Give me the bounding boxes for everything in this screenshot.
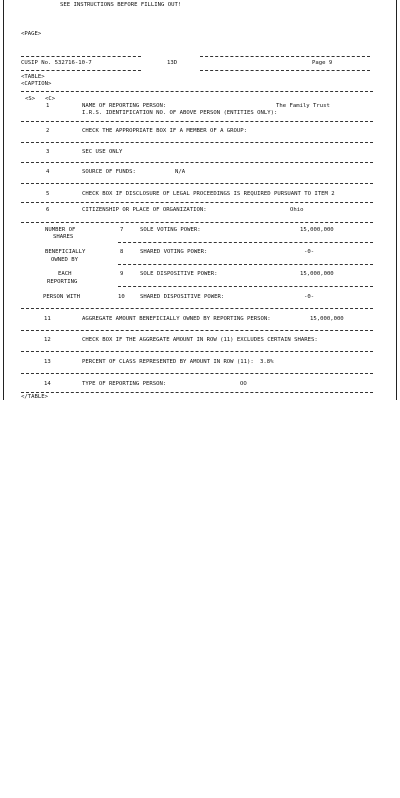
- row-number: 14: [44, 381, 51, 387]
- rule: [200, 56, 370, 57]
- type-of-reporting-person-value: OO: [240, 381, 247, 387]
- row-label: SHARED VOTING POWER:: [140, 249, 208, 255]
- rule: [118, 286, 373, 287]
- row-label: CITIZENSHIP OR PLACE OF ORGANIZATION:: [82, 207, 207, 213]
- page-tag: <PAGE>: [21, 31, 42, 37]
- rule: [21, 330, 373, 331]
- source-of-funds-value: N/A: [175, 169, 186, 175]
- row-number: 3: [46, 149, 50, 155]
- rule: [200, 70, 370, 71]
- rule: [21, 142, 373, 143]
- rule: [21, 202, 373, 203]
- rule: [21, 392, 373, 393]
- row-number: 2: [46, 128, 50, 134]
- shares-left-label: REPORTING: [47, 279, 78, 285]
- form-number: 13D: [167, 60, 178, 66]
- row-label: SOLE DISPOSITIVE POWER:: [140, 271, 218, 277]
- rule: [21, 222, 373, 223]
- row-number: 4: [46, 169, 50, 175]
- rule: [21, 70, 141, 71]
- rule: [21, 308, 373, 309]
- rule: [21, 91, 373, 92]
- right-border: [396, 0, 397, 400]
- instructions-text: SEE INSTRUCTIONS BEFORE FILLING OUT!: [60, 2, 182, 8]
- rule: [21, 183, 373, 184]
- percent-of-class-value: 3.8%: [260, 359, 274, 365]
- row-label: TYPE OF REPORTING PERSON:: [82, 381, 167, 387]
- page-number: Page 9: [312, 60, 333, 66]
- row-number: 9: [120, 271, 124, 277]
- row-label: SOLE VOTING POWER:: [140, 227, 201, 233]
- c-tag: <C>: [45, 96, 56, 102]
- row-label: NAME OF REPORTING PERSON:: [82, 103, 167, 109]
- shares-left-label: PERSON WITH: [43, 294, 81, 300]
- table-end-tag: </TABLE>: [21, 394, 48, 400]
- shares-left-label: OWNED BY: [51, 257, 78, 263]
- row-label: SOURCE OF FUNDS:: [82, 169, 136, 175]
- row-label: SEC USE ONLY: [82, 149, 123, 155]
- row-number: 10: [118, 294, 125, 300]
- row-label: CHECK THE APPROPRIATE BOX IF A MEMBER OF A GROUP:: [82, 128, 248, 134]
- rule: [21, 373, 373, 374]
- sole-dispositive-power-value: 15,000,000: [300, 271, 334, 277]
- citizenship-value: Ohio: [290, 207, 304, 213]
- rule: [21, 56, 141, 57]
- row-number: 12: [44, 337, 51, 343]
- aggregate-amount-value: 15,000,000: [310, 316, 344, 322]
- row-number: 1: [46, 103, 50, 109]
- rule: [21, 162, 373, 163]
- rule: [21, 351, 373, 352]
- shares-left-label: EACH: [58, 271, 72, 277]
- row-label: CHECK BOX IF THE AGGREGATE AMOUNT IN ROW (11) EXCLUDES CERTAIN SHARES:: [82, 337, 318, 343]
- shares-left-label: SHARES: [53, 234, 74, 240]
- rule: [118, 264, 373, 265]
- reporting-person-name: The Family Trust: [276, 103, 330, 109]
- left-border: [3, 0, 4, 400]
- row-number: 8: [120, 249, 124, 255]
- sole-voting-power-value: 15,000,000: [300, 227, 334, 233]
- rule: [118, 242, 373, 243]
- row-number: 11: [44, 316, 51, 322]
- shared-voting-power-value: -0-: [304, 249, 315, 255]
- s-tag: <S>: [25, 96, 36, 102]
- row-label: CHECK BOX IF DISCLOSURE OF LEGAL PROCEEDINGS IS REQUIRED PURSUANT TO ITEM 2: [82, 191, 335, 197]
- table-tag: <TABLE>: [21, 74, 45, 80]
- row-label: PERCENT OF CLASS REPRESENTED BY AMOUNT IN ROW (11):: [82, 359, 254, 365]
- cusip-number: CUSIP No. 532716-10-7: [21, 60, 92, 66]
- row-number: 13: [44, 359, 51, 365]
- row-number: 5: [46, 191, 50, 197]
- caption-tag: <CAPTION>: [21, 81, 52, 87]
- shares-left-label: BENEFICIALLY: [45, 249, 86, 255]
- shares-left-label: NUMBER OF: [45, 227, 76, 233]
- row-label: AGGREGATE AMOUNT BENEFICIALLY OWNED BY REPORTING PERSON:: [82, 316, 271, 322]
- rule: [21, 121, 373, 122]
- row-label: SHARED DISPOSITIVE POWER:: [140, 294, 225, 300]
- shared-dispositive-power-value: -0-: [304, 294, 315, 300]
- row-number: 7: [120, 227, 124, 233]
- row-number: 6: [46, 207, 50, 213]
- row-label-2: I.R.S. IDENTIFICATION NO. OF ABOVE PERSON (ENTITIES ONLY):: [82, 110, 278, 116]
